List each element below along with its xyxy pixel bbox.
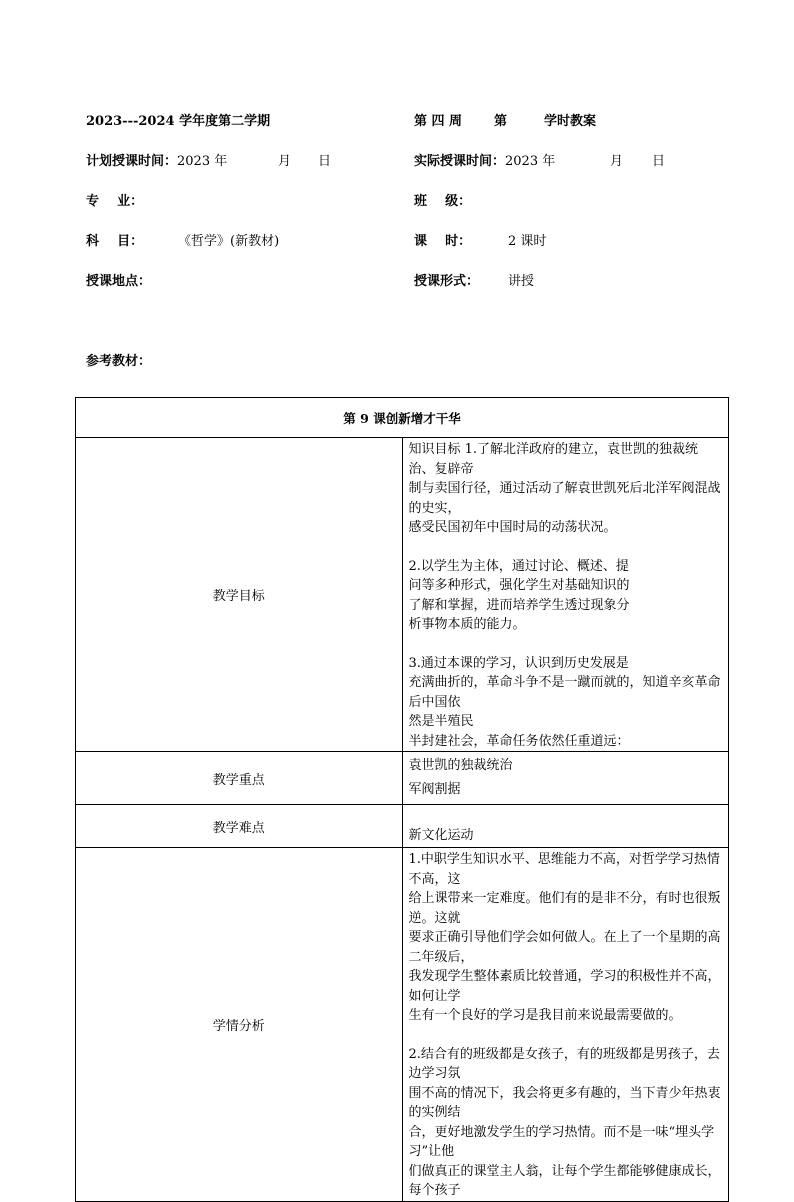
location-label: 授课地点： [86, 274, 152, 289]
text-line: 析事物本质的能力。 [408, 617, 526, 632]
objectives-content [402, 438, 729, 752]
text-line: 3.通过本课的学习，认识到历史发展是 [408, 655, 629, 671]
text-line: 军阀割据 [408, 782, 461, 797]
text-line: 生有一个良好的学习是我目前来说最需要做的。 [408, 1008, 682, 1023]
actual-month: 月 [610, 154, 624, 169]
text-line: 袁世凯的独裁统治 [408, 758, 513, 773]
actual-day: 日 [652, 154, 666, 169]
text-line: 我发现学生整体素质比较普通，学习的积极性并不高，如何让学 [408, 969, 721, 1004]
actual-time-value: 2023 年 [505, 154, 556, 169]
planned-time-label: 计划授课时间： [86, 154, 178, 169]
reference-label: 参考教材： [86, 354, 152, 369]
format-label: 授课形式： [414, 274, 480, 289]
actual-time-label: 实际授课时间： [414, 154, 506, 169]
planned-time-row [86, 152, 227, 172]
subject-value: 《哲学》(新教材) [178, 234, 280, 249]
text-line: 制与卖国行径，通过活动了解袁世凯死后北洋军阀混战的史实， [408, 481, 721, 516]
text-line: 半封建社会，革命任务依然任重道远： [408, 733, 630, 749]
key-points-label: 教学重点 [76, 752, 403, 805]
lesson-plan-table [75, 397, 729, 1202]
table-title-row [76, 398, 729, 438]
text-line: 新文化运动 [408, 827, 474, 843]
week-label: 第 四 周 [414, 114, 463, 129]
planned-month: 月 [278, 154, 292, 169]
text-line: 要求正确引导他们学会如何做人。在上了一个星期的高二年级后， [408, 930, 721, 965]
text-line: 1.中职学生知识水平、思维能力不高，对哲学学习热情不高，这 [408, 852, 720, 887]
major-label: 专 业： [86, 194, 144, 209]
difficulties-content [402, 805, 729, 848]
text-line: 知识目标 1.了解北洋政府的建立，袁世凯的独裁统治、复辟帝 [408, 442, 699, 477]
plan-type-label: 学时教案 [544, 114, 597, 129]
term-label: 2023---2024 学年度第二学期 [86, 114, 271, 129]
objectives-paragraph [409, 557, 725, 635]
text-line: 了解和掌握，进而培养学生透过现象分 [408, 597, 630, 613]
table-row-student-analysis [76, 848, 729, 1202]
text-line: 合，更好地激发学生的学习热情。而不是一味“埋头学习”让他 [408, 1124, 715, 1159]
class-label: 班 级： [414, 194, 472, 209]
text-line: 给上课带来一定难度。他们有的是非不分，有时也很叛逆。这就 [408, 891, 721, 926]
objectives-label: 教学目标 [76, 438, 403, 752]
planned-day: 日 [318, 154, 332, 169]
hours-label: 课 时： [414, 234, 472, 249]
actual-time-row [414, 152, 555, 172]
table-row-key-points [76, 752, 729, 805]
hours-value: 2 课时 [508, 234, 547, 249]
objectives-paragraph [409, 654, 725, 752]
subject-row [86, 232, 143, 252]
text-line: 充满曲折的，革命斗争不是一蹴而就的，知道辛亥革命后中国依 [408, 675, 721, 710]
text-line: 2.结合有的班级都是女孩子，有的班级都是男孩子，去边学习氛 [408, 1046, 720, 1081]
objectives-paragraph [409, 440, 725, 538]
student-analysis-content [402, 848, 729, 1202]
text-line: 问等多种形式，强化学生对基础知识的 [408, 578, 630, 593]
planned-time-value: 2023 年 [177, 154, 228, 169]
format-value: 讲授 [508, 274, 535, 289]
analysis-paragraph [409, 850, 725, 1026]
text-line: 围不高的情况下，我会将更多有趣的，当下青少年热衷的实例结 [408, 1085, 721, 1120]
text-line: 们做真正的课堂主人翁，让每个学生都能够健康成长，每个孩子 [408, 1163, 721, 1198]
table-row-objectives [76, 438, 729, 752]
table-row-difficulties [76, 805, 729, 848]
difficulties-label: 教学难点 [76, 805, 403, 848]
period-label: 第 [494, 114, 508, 129]
text-line: 2.以学生为主体，通过讨论、概述、提 [408, 558, 629, 574]
student-analysis-label: 学情分析 [76, 848, 403, 1202]
key-points-content [402, 752, 729, 805]
subject-label: 科 目： [86, 234, 144, 249]
text-line: 然是半殖民 [408, 714, 474, 729]
text-line: 感受民国初年中国时局的动荡状况。 [408, 520, 617, 535]
lesson-title: 第 9 课创新增才干华 [76, 398, 729, 438]
